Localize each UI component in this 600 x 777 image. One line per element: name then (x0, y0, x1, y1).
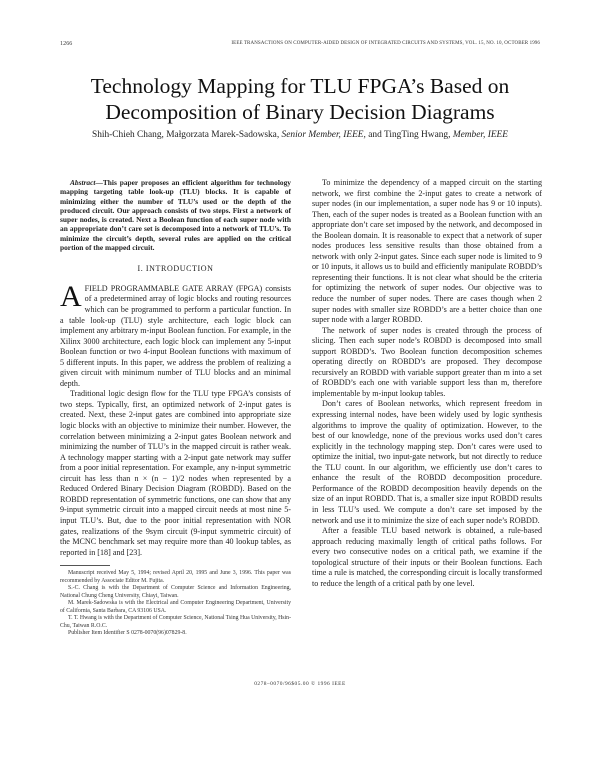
intro-paragraph-2: Traditional logic design flow for the TLU type FPGA’s consists of two steps. Typically, first, an optimized network of 2-input gates is created. Next, these 2-input gates are combined into appropriate size logic blocks with an objective to minimize their number. However, the correlation between minimizing a 2-input gates Boolean network and minimizing the number of TLU’s in the mapped circuit is rather weak. A technology mapper starting with a 2-input gate network may suffer from a poor initial representation. For example, any n-input symmetric circuit has less than n × (n − 1)/2 nodes when represented by a Reduced Ordered Binary Decision Diagram (ROBDD). Based on the ROBDD representation of symmetric functions, one can show that any 9-input symmetric circuit into a mapped circuit needs at most nine 5-input TLU’s. But, due to the poor initial representation with NOR gates, realizations of the 9sym circuit (9-input symmetric circuit) of the MCNC benchmark set may require more than 40 lookup tables, as reported in [18] and [23]. (60, 389, 291, 557)
author-role-a: Senior Member, IEEE, (281, 130, 366, 140)
footnote: Publisher Item Identifier S 0278-0070(96)07829-8. (68, 630, 187, 637)
footnote: T. T. Hwang is with the Department of Computer Science, National Tsing Hua University, Hsin-Chu, Taiwan R.O.C. (60, 615, 291, 629)
title-line-1: Technology Mapping for TLU FPGA’s Based on (90, 74, 510, 98)
author-line (40, 130, 560, 140)
left-column (60, 178, 291, 638)
footnote: Manuscript received May 5, 1994; revised April 20, 1995 and June 3, 1996. This paper was recommended by Associate Editor M. Fujita. (60, 570, 291, 584)
footnotes (60, 570, 291, 638)
body-paragraph: The network of super nodes is created through the process of slicing. Then each super node’s ROBDD is decomposed into small support ROBDD’s. Two Boolean function decomposition schemes operating directly on ROBDD’s are proposed. They decompose recursively an ROBDD with variable support greater than m into a set of ROBDD’s each one with variable support less than m, therefore implementable by m-input lookup tables. (312, 325, 542, 398)
abstract-text: This paper proposes an efficient algorithm for technology mapping targeting table look-up (TLU) blocks. It is capable of minimizing either the number of TLU’s used or the depth of the produced circuit. Our approach consists of two steps. First a network of super nodes, is created. Next a Boolean function of each super node with an appropriate don’t care set is decomposed into a network of TLU’s. To minimize the circuit’s depth, several rules are applied on the critical portion of the mapped circuit. (60, 178, 291, 253)
drop-cap: A (60, 279, 82, 313)
footnote-divider (60, 565, 110, 566)
abstract-label: Abstract— (70, 178, 103, 187)
body-paragraph: To minimize the dependency of a mapped circuit on the starting network, we first combine the 2-input gates to create a network of super nodes (in our implementation, a super node has 9 or 10 inputs). Then, each of the super nodes is treated as a Boolean function with an appropriate don’t care set imposed by the network, and decomposed in the Boolean domain. It is reasonable to expect that a network of super nodes produces less sensitive results than those obtained from a network with only 2-input gates. Since each super node is limited to 9 or 10 inputs, it allows us to build and efficiently manipulate ROBDD’s representing their functions. It is not clear what should be the criteria for optimizing the network of super nodes. Our objective was to reduce the number of super nodes. There are cases though when 2 super nodes with smaller size ROBDD’s are a better choice than one super node with a larger ROBDD. (312, 178, 542, 325)
body-paragraph: Don’t cares of Boolean networks, which represent freedom in expressing internal nodes, have been widely used by logic synthesis algorithms to improve the quality of optimization. However, to the best of our knowledge, none of the previous works used don’t cares explicitly in the technology mapping step. Don’t cares were used to optimize the initial, two input-gate network, but not directly to reduce the TLU count. In our algorithm, we efficiently use don’t cares to enhance the result of the ROBDD decomposition procedure. Performance of the ROBDD decomposition heavily depends on the size of an input ROBDD. That is, a smaller size input ROBDD results in less TLU’s used. We compute a don’t care set imposed by the network and use it to minimize the size of each super node’s ROBDD. (312, 399, 542, 525)
intro-paragraph-1 (60, 279, 291, 389)
intro-paragraph-1-text: FIELD PROGRAMMABLE GATE ARRAY (FPGA) consists of a predetermined array of logic blocks and routing resources which can be programmed to perform a particular function. In a table look-up (TLU) style architecture, each logic block can implement any arbitrary m-input Boolean function. For example, in the Xilinx 3000 architecture, each logic block can implement any 5-input Boolean function or two 4-input Boolean functions with maximum of 5 different inputs. In this paper, we address the problem of realizing a given circuit with minimum number of TLU blocks and an minimal depth. (60, 283, 291, 388)
page-number: 1266 (60, 41, 73, 47)
author-names-b: and TingTing Hwang, (368, 130, 451, 140)
abstract (60, 178, 291, 252)
section-heading-introduction: I. INTRODUCTION (137, 264, 214, 274)
author-role-b: Member, IEEE (452, 130, 508, 140)
journal-line: IEEE TRANSACTIONS ON COMPUTER-AIDED DESIGN OF INTEGRATED CIRCUITS AND SYSTEMS, VOL. 15, NO. 10, OCTOBER 1996 (231, 41, 540, 46)
author-names-a: Shih-Chieh Chang, Małgorzata Marek-Sadowska, (91, 130, 280, 140)
title-line-2: Decomposition of Binary Decision Diagrams (105, 100, 495, 124)
paper-title (40, 73, 560, 125)
running-head (60, 41, 540, 47)
footnote: S.-C. Chang is with the Department of Computer Science and Information Engineering, National Chung Cheng University, Chiayi, Taiwan. (60, 585, 291, 599)
footnote: M. Marek-Sadowska is with the Electrical and Computer Engineering Department, University of California, Santa Barbara, CA 93106 USA. (60, 600, 291, 614)
copyright-footer: 0278–0070/96$05.00 © 1996 IEEE (254, 681, 346, 687)
body-paragraph: After a feasible TLU based network is obtained, a rule-based approach reducing maximally length of critical paths follows. For every two consecutive nodes on a critical path, we examine if the topological structure of their inputs or their Boolean functions. Each time a rule is matched, the corresponding circuit is locally transformed to reduce the length of a critical path by one level. (312, 526, 542, 588)
right-column (312, 178, 542, 589)
